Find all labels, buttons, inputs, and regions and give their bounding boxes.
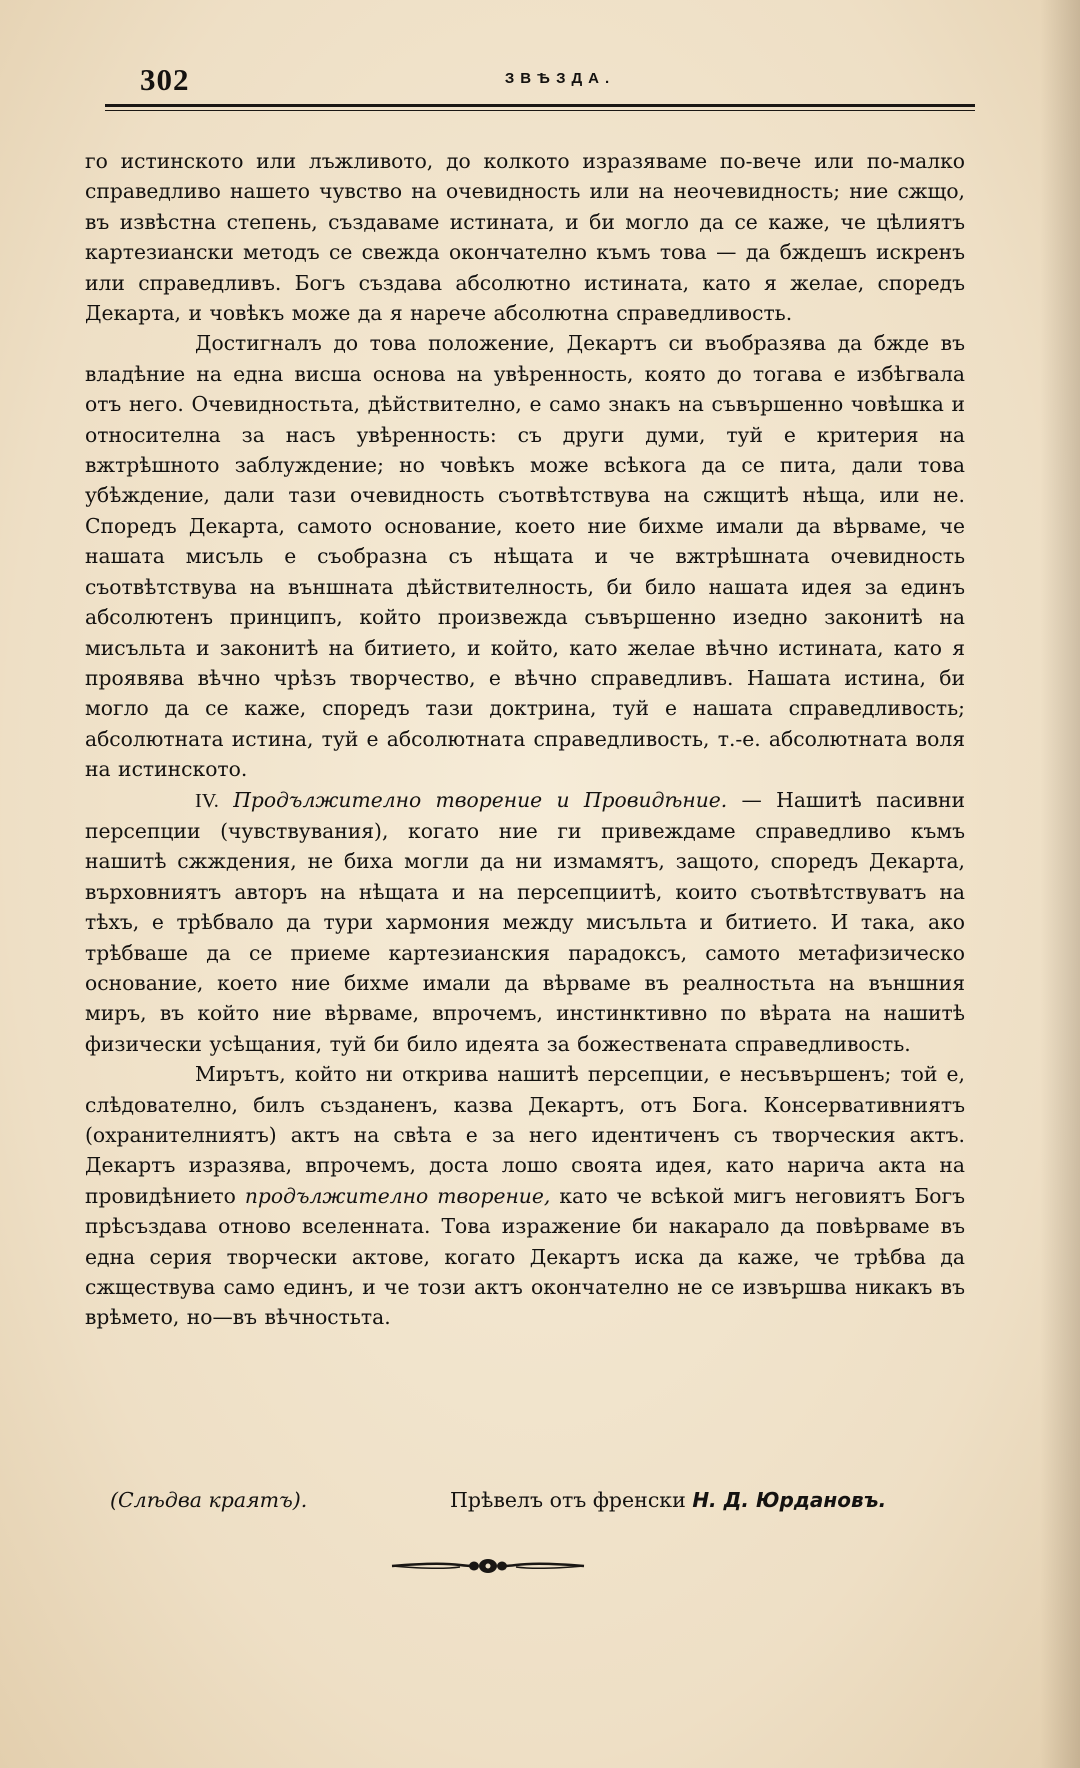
page-number: 302 [140, 62, 190, 97]
section-number: IV. [195, 789, 219, 812]
section-title: Продължително творение и Провидѣние. [233, 787, 728, 812]
paragraph-4-text-b: като че всѣкой мигъ неговиятъ Богъ прѣсъздава отново вселенната. Това изражение би накарало да повѣрваме въ една серия творчески актове, когато Декартъ иска да каже, че трѣбва да сжществува само единъ, и че този актъ окончателно не се извършва никакъ въ врѣмето, но—въ вѣчностьта. [85, 1183, 966, 1330]
header-rule-thick [105, 104, 975, 107]
translator-name: Н. Д. Юрдановъ. [692, 1488, 887, 1512]
running-title: ЗВѢЗДА. [504, 70, 616, 87]
paragraph-1: го истинското или лъжливото, до колкото изразяваме по-вече или по-малко справедливо нашето чувство на очевидность или на неочевидность; ние сжщо, въ извѣстна степень, създаваме истината, и би могло да се каже, че цѣлиятъ картезиански методъ се свежда окончателно къмъ това — да бждешъ искренъ или справедливъ. Богъ създава абсолютно истината, като я желае, споредъ Декарта, и човѣкъ може да я нарече абсолютна справедливость. [85, 149, 965, 326]
end-ornament [388, 1554, 588, 1578]
page-edge-shadow [1040, 0, 1080, 1768]
translator-credit [450, 1488, 886, 1512]
body-text [85, 146, 965, 1333]
continued-note: (Слѣдва краятъ). [110, 1488, 308, 1512]
header-rule-thin [105, 110, 975, 111]
paragraph-4-emphasis: продължително творение, [244, 1183, 551, 1208]
paragraph-2: Достигналъ до това положение, Декартъ си въобразява да бжде въ владѣние на една висша основа на увѣренность, която до тогава е избѣгвала отъ него. Очевидностьта, дѣйствително, е само знакъ на съвършенно човѣшка и относителна за насъ увѣренность: съ други думи, туй е критерия на вжтрѣшното заблуждение; но човѣкъ може всѣкога да се пита, дали това убѣждение, дали тази очевидность съотвѣтствува на сжщитѣ нѣща, или не. Споредъ Декарта, самото основание, което ние бихме имали да вѣрваме, че нашата мисъль е съобразна съ нѣщата и че вжтрѣшната очевидность съотвѣтствува на външната дѣйствителность, би било нашата идея за единъ абсолютенъ принципъ, който произвежда съвършенно изедно законитѣ на мисъльта и законитѣ на битието, и който, като желае вѣчно истината, като я проявява вѣчно чрѣзъ творчество, е вѣчно справедливъ. Нашата истина, би могло да се каже, споредъ тази доктрина, туй е нашата справедливость; абсолютната истина, туй е абсолютната справедливость, т.-е. абсолютната воля на истинското. [85, 331, 965, 782]
translated-by-label: Прѣвелъ отъ френски [450, 1488, 686, 1512]
section-iv-text: — Нашитѣ пасивни персепции (чувствувания), когато ние ги привеждаме справедливо къмъ нашитѣ сжждения, не биха могли да ни измамятъ, защото, споредъ Декарта, върховниятъ авторъ на нѣщата и на персепциитѣ, които съотвѣтствуватъ на тѣхъ, е трѣбвало да тури хармония между мисъльта и битието. И така, ако трѣбваше да се приеме картезианския парадоксъ, самото метафизическо основание, което ние бихме имали да вѣрваме въ реалностьта на външния миръ, въ който ние вѣрваме, впрочемъ, инстинктивно по вѣрата на нашитѣ физически усѣщания, туй би било идеята за божествената справедливость. [85, 787, 966, 1056]
paragraph-4 [85, 1059, 965, 1333]
paragraph-4-text-a: Мирътъ, който ни открива нашитѣ персепции, е несъвършенъ; той е, слѣдователно, билъ създаненъ, казва Декартъ, отъ Бога. Консервативниятъ (охранителниятъ) актъ на свѣта е за него идентиченъ съ творческия актъ. Декартъ изразява, впрочемъ, доста лошо своята идея, като нарича акта на провидѣнието [85, 1062, 965, 1208]
paragraph-3-section-iv [85, 785, 965, 1060]
page-header [105, 62, 975, 106]
article-footer [110, 1488, 940, 1528]
